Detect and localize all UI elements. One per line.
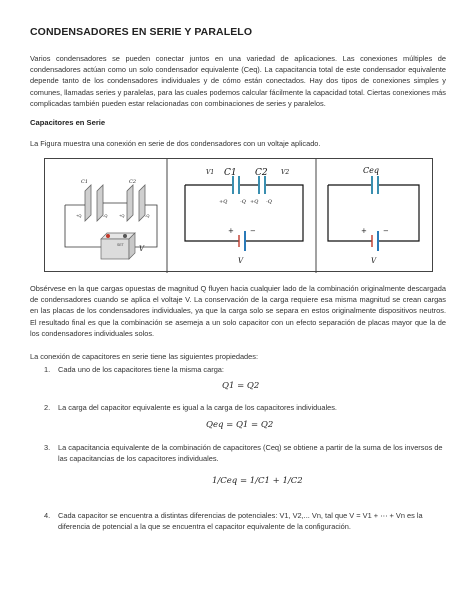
section-title: Capacitores en Serie <box>30 118 106 127</box>
label-voltage: V <box>139 245 145 253</box>
label-ceq: Ceq <box>363 166 379 175</box>
charge-label: +Q <box>76 213 82 218</box>
battery-terminal-negative <box>123 234 127 238</box>
battery-terminal-positive <box>106 234 110 238</box>
conservation-paragraph: Obsérvese en la que cargas opuestas de magnitud Q fluyen hacia cualquier lado de la combinación originalmente descargada de condensadores cuando se aplica el voltaje V. La conservación de la carga requiere esa misma magnitud se crean cargas en las placas de los condensadores individuales, ya que la carga solo se separa en estos originalmente dispositivos neutros. El resultado final es que la combinación se asemeja a un solo capacitor con un efecto separación de placas mayor que la de los condensadores individuales solos. <box>30 284 446 338</box>
charge-label: +Q <box>250 199 259 205</box>
charge-label: -Q <box>240 199 246 205</box>
label-voltage: V <box>371 257 377 265</box>
label-c2: C2 <box>129 179 137 185</box>
battery-minus-sign: − <box>383 227 389 235</box>
figure-svg <box>45 159 434 273</box>
charge-label: +Q <box>219 199 228 205</box>
label-c2: C2 <box>255 168 268 178</box>
equation-equal-charge: Q1 = Q2 <box>222 381 260 391</box>
battery-plus-sign: + <box>228 227 234 235</box>
series-capacitor-figure <box>44 158 433 272</box>
label-v1: V1 <box>206 169 215 176</box>
middle-panel-series-circuit <box>185 168 303 265</box>
charge-label: +Q <box>119 213 125 218</box>
left-panel-3d-capacitors <box>65 179 157 259</box>
capacitor-plate <box>85 185 91 221</box>
label-c1: C1 <box>81 179 89 185</box>
document-page: CONDENSADORES EN SERIE Y PARALELO Varios condensadores se pueden conectar juntos en una variedad de aplicaciones. Las conexiones múltiples de condensadores actúan como un solo condensador equivalente (Ceq). La capacitancia total de este condensador equivalente depende tanto de los condensadores individuales y de cómo están conectados. Hay dos tipos de conexiones simples y comunes, llamadas series y paralelas, para las cuales podemos calcular fácilmente la capacidad total. Ciertas conexiones más complicadas también pueden estar relacionadas con combinaciones de series y paralelos. Capacitores en Serie La Figura muestra una conexión en serie de dos condensadores con un voltaje aplicado. SET C1 C2 +Q -Q +Q -Q V V1 C1 C2 V2 +Q -Q +Q -Q + − V Ceq + − V Obsérvese en la que cargas opuestas de magnitud Q fluyen hacia cualquier lado de la combinación originalmente descargada de condensadores cuando se aplica el voltaje V. La conservación de la carga requiere esa misma magnitud se crean cargas en las placas de los condensadores individuales, ya que la carga solo se separa en estos originalmente dispositivos neutros. El resultado final es que la combinación se asemeja a un solo capacitor con un efecto separación de placas mayor que la de los condensadores individuales solos. La conexión de capacitores en serie tiene las siguientes propiedades: 1. Cada uno de los capacitores tiene la misma carga: Q1 = Q2 2. La carga del capacitor equivalente es igual a la carga de los capacitores individuales. Qeq = Q1 = Q2 3. La capacitancia equivalente de la combinación de capacitores (Ceq) se obtiene a partir de la suma de los inversos de las capacitancias de los capacitores individuales. 1/Ceq = 1/C1 + 1/C2 4. Cada capacitor se encuentra a distintas diferencias de potenciales: V1, V2,... Vn, tal que V = V1 + ⋯ + Vn es la diferencia de potencial a la que se encuentra el capacitor equivalente de la configuración. <box>30 26 446 532</box>
battery-box <box>101 239 129 259</box>
right-panel-equivalent-circuit <box>328 166 419 265</box>
figure-caption: La Figura muestra una conexión en serie de dos condensadores con un voltaje aplicado. <box>30 139 321 148</box>
charge-label: -Q <box>145 213 150 218</box>
page-title: CONDENSADORES EN SERIE Y PARALELO <box>30 26 253 38</box>
equation-inverse-capacitance: 1/Ceq = 1/C1 + 1/C2 <box>212 476 303 486</box>
battery-minus-sign: − <box>250 227 256 235</box>
label-c1: C1 <box>224 168 237 178</box>
properties-intro: La conexión de capacitores en serie tiene las siguientes propiedades: <box>30 352 259 361</box>
label-v2: V2 <box>281 169 290 176</box>
label-voltage: V <box>238 257 244 265</box>
intro-paragraph: Varios condensadores se pueden conectar juntos en una variedad de aplicaciones. Las conexiones múltiples de condensadores actúan como un solo condensador equivalente (Ceq). La capacitancia total de este condensador equivalente depende tanto de los condensadores individuales y de cómo están conectados. Hay dos tipos de conexiones simples y comunes, llamadas series y paralelas, para las cuales podemos calcular fácilmente la capacidad total. Ciertas conexiones más complicadas también pueden estar relacionadas con combinaciones de series y paralelos. <box>30 54 446 108</box>
charge-label: -Q <box>266 199 272 205</box>
battery-label: SET <box>117 243 124 247</box>
charge-label: -Q <box>103 213 108 218</box>
battery-plus-sign: + <box>361 227 367 235</box>
capacitor-plate <box>127 185 133 221</box>
equation-equivalent-charge: Qeq = Q1 = Q2 <box>206 420 274 430</box>
